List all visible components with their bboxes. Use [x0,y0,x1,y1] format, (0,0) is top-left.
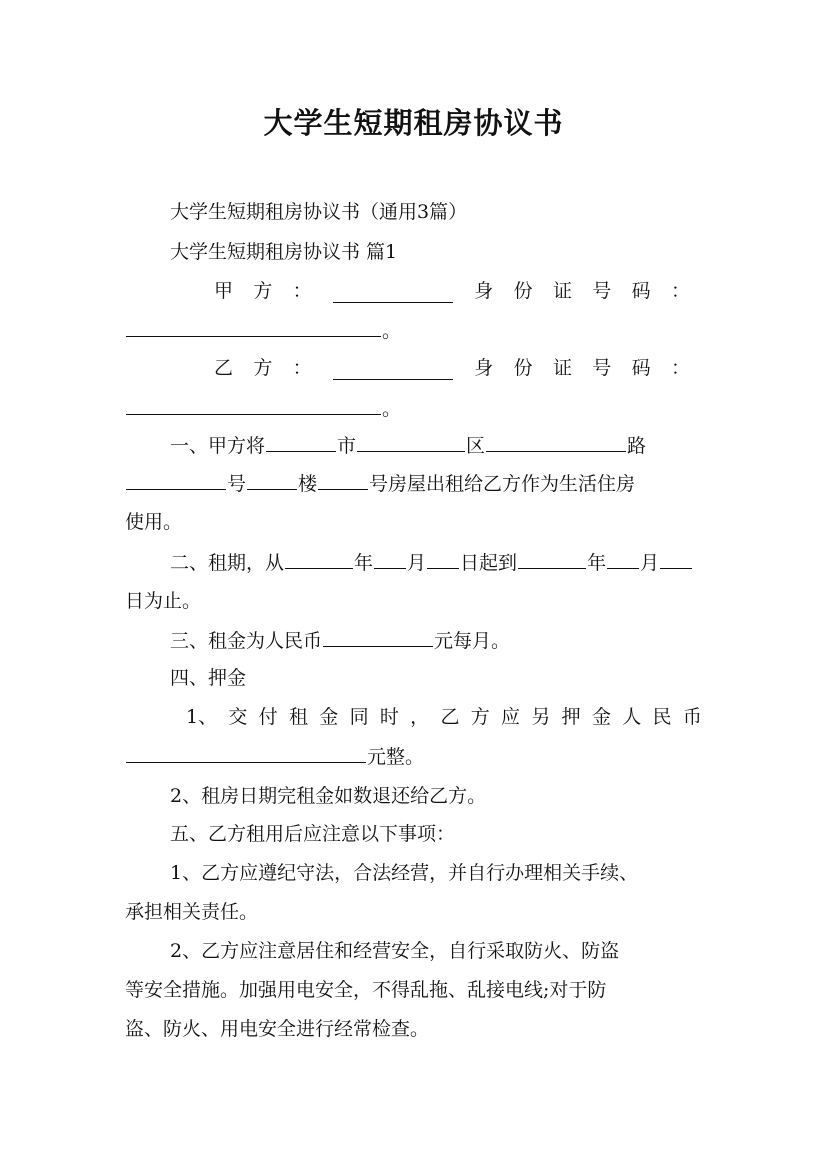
start-month-blank[interactable] [374,550,406,569]
id-label-char: ： [670,280,690,302]
clause-char: 方 [470,706,490,728]
id-label-char: 份 [513,357,533,379]
number-label: 号 [227,473,247,495]
party-b-char: 方 [253,357,273,379]
district-blank[interactable] [357,433,465,452]
clause-char: 同 [349,706,369,728]
clause-char: 币 [682,706,702,728]
deposit-amount-blank[interactable] [126,744,366,763]
end-day-blank[interactable] [660,550,692,569]
clause-4-text: 元整。 [367,746,425,768]
clause-4-1-line-1 [186,705,702,729]
party-b-name-blank[interactable] [333,361,453,380]
party-b-id-blank[interactable] [126,396,381,415]
clause-4-1-line-2 [125,744,705,769]
clause-char: 时 [379,706,399,728]
clause-4-2: 2、租房日期完租金如数退还给乙方。 [170,785,487,807]
year-label: 年 [354,552,374,574]
clause-3-text: 元每月。 [434,630,511,652]
clause-char: 金 [591,706,611,728]
id-label-char: ： [670,357,690,379]
party-a-id-blank[interactable] [126,318,381,337]
clause-char: 交 [228,706,248,728]
clause-char: 民 [652,706,672,728]
month-label: 月 [407,552,427,574]
party-b-char: 乙 [214,357,234,379]
clause-char: 人 [622,706,642,728]
party-a-char: ： [292,280,312,302]
party-a-line [214,279,690,303]
city-label: 市 [337,435,357,457]
clause-4-heading: 四、押金 [170,667,247,689]
party-a-id-line [125,318,705,343]
clause-5-2-line-2: 等安全措施。加强用电安全，不得乱拖、乱接电线;对于防 [125,979,607,1001]
party-a-char: 方 [253,280,273,302]
party-a-name-blank[interactable] [333,284,453,303]
id-label-char: 身 [474,357,494,379]
clause-5-1-line-2: 承担相关责任。 [125,901,259,923]
clause-1-line-1 [170,433,750,458]
id-label-char: 号 [592,357,612,379]
id-label-char: 份 [513,280,533,302]
end-month-blank[interactable] [607,550,639,569]
room-blank[interactable] [318,471,368,490]
building-label: 楼 [298,473,318,495]
id-label-char: 码 [631,357,651,379]
building-blank[interactable] [247,471,297,490]
month-label: 月 [640,552,660,574]
clause-2-text: 二、租期，从 [170,552,285,574]
id-label-char: 号 [592,280,612,302]
clause-char: 另 [531,706,551,728]
clause-3-text: 三、租金为人民币 [170,630,323,652]
clause-3-line [170,628,750,653]
id-label-char: 码 [631,280,651,302]
road-blank[interactable] [486,433,626,452]
subtitle-line: 大学生短期租房协议书（通用3篇） [170,201,468,223]
clause-char: 付 [258,706,278,728]
period: 。 [382,320,402,342]
chapter-heading: 大学生短期租房协议书 篇1 [170,241,398,263]
year-label: 年 [587,552,607,574]
number-blank[interactable] [126,471,226,490]
clause-char: 乙 [440,706,460,728]
start-day-blank[interactable] [427,550,459,569]
party-b-char: ： [292,357,312,379]
clause-5-heading: 五、乙方租用后应注意以下事项： [170,823,456,845]
clause-5-2-line-3: 盗、防火、用电安全进行经常检查。 [125,1018,430,1040]
id-label-char: 证 [552,357,572,379]
clause-1-text: 号房屋出租给乙方作为生活住房 [369,473,636,495]
clause-1-line-3: 使用。 [125,511,183,533]
clause-2-line-1 [170,550,750,575]
clause-5-2-line-1: 2、乙方应注意居住和经营安全，自行采取防火、防盗 [170,940,620,962]
document-title: 大学生短期租房协议书 [263,106,564,140]
clause-2-text: 日起到 [460,552,518,574]
party-a-char: 甲 [214,280,234,302]
party-b-line [214,356,690,380]
clause-5-1-line-1: 1、乙方应遵纪守法，合法经营，并自行办理相关手续、 [170,862,639,884]
end-year-blank[interactable] [518,550,586,569]
period: 。 [382,398,402,420]
id-label-char: 身 [474,280,494,302]
clause-char: 应 [501,706,521,728]
city-blank[interactable] [266,433,336,452]
clause-2-line-2: 日为止。 [125,590,202,612]
clause-char: 1、 [186,706,218,728]
id-label-char: 证 [552,280,572,302]
clause-1-text: 一、甲方将 [170,435,266,457]
clause-1-line-2 [125,471,705,496]
party-b-id-line [125,396,705,421]
road-label: 路 [627,435,647,457]
rent-amount-blank[interactable] [323,628,433,647]
clause-char: 金 [319,706,339,728]
district-label: 区 [466,435,486,457]
clause-char: 租 [288,706,308,728]
start-year-blank[interactable] [285,550,353,569]
clause-char: 押 [561,706,581,728]
clause-char: ， [410,706,430,728]
